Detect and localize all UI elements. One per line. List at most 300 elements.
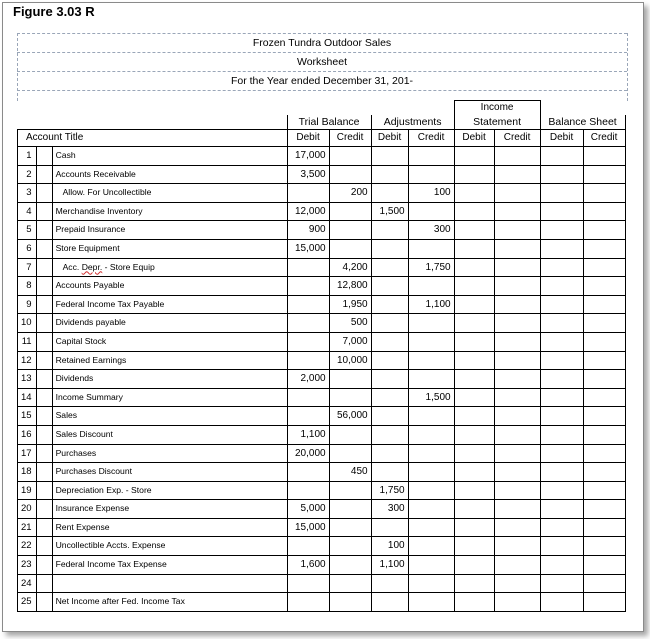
bs-credit-cell [583, 388, 625, 407]
tb-credit-cell: 12,800 [329, 277, 371, 296]
account-title: Acc. Depr. - Store Equip [52, 258, 287, 277]
tb-debit-cell [287, 537, 329, 556]
row-spacer [36, 202, 52, 221]
is-credit-cell [494, 221, 540, 240]
tb-debit-cell [287, 388, 329, 407]
is-debit-header: Debit [454, 130, 494, 147]
tb-credit-cell [329, 425, 371, 444]
is-credit-cell [494, 463, 540, 482]
is-credit-header: Credit [494, 130, 540, 147]
table-row [18, 407, 626, 426]
is-credit-cell [494, 184, 540, 203]
adj-debit-cell [371, 463, 408, 482]
header-row-groups-top [18, 101, 626, 116]
adj-credit-cell [408, 425, 454, 444]
bs-credit-cell [583, 239, 625, 258]
bs-debit-cell [540, 165, 583, 184]
table-row [18, 444, 626, 463]
tb-debit-cell [287, 481, 329, 500]
header-gridline-right [627, 33, 628, 101]
row-spacer [36, 425, 52, 444]
is-debit-cell [454, 314, 494, 333]
is-credit-cell [494, 351, 540, 370]
account-title: Dividends [52, 370, 287, 389]
adj-credit-cell [408, 370, 454, 389]
row-number: 17 [18, 444, 37, 463]
bs-credit-cell [583, 147, 625, 166]
tb-credit-cell [329, 202, 371, 221]
tb-debit-cell: 3,500 [287, 165, 329, 184]
account-title: Accounts Payable [52, 277, 287, 296]
tb-credit-cell: 4,200 [329, 258, 371, 277]
income-statement-header-top: Income [454, 101, 540, 116]
table-row [18, 239, 626, 258]
is-credit-cell [494, 481, 540, 500]
row-spacer [36, 537, 52, 556]
is-debit-cell [454, 407, 494, 426]
is-debit-cell [454, 388, 494, 407]
adj-credit-cell [408, 165, 454, 184]
row-number: 7 [18, 258, 37, 277]
adjustments-header: Adjustments [371, 115, 454, 130]
account-title: Retained Earnings [52, 351, 287, 370]
tb-credit-cell [329, 147, 371, 166]
account-title: Rent Expense [52, 518, 287, 537]
tb-debit-cell: 1,600 [287, 556, 329, 575]
bs-debit-cell [540, 388, 583, 407]
is-debit-cell [454, 277, 494, 296]
row-number: 13 [18, 370, 37, 389]
account-title: Purchases Discount [52, 463, 287, 482]
is-debit-cell [454, 295, 494, 314]
header-row-columns [18, 130, 626, 147]
is-debit-cell [454, 593, 494, 612]
is-credit-cell [494, 202, 540, 221]
bs-debit-cell [540, 351, 583, 370]
table-row [18, 351, 626, 370]
table-row [18, 184, 626, 203]
bs-debit-cell [540, 518, 583, 537]
adj-credit-cell: 1,750 [408, 258, 454, 277]
account-title: Federal Income Tax Payable [52, 295, 287, 314]
row-number: 14 [18, 388, 37, 407]
table-row [18, 537, 626, 556]
tb-credit-cell [329, 574, 371, 593]
row-number: 9 [18, 295, 37, 314]
bs-credit-cell [583, 500, 625, 519]
adj-credit-cell [408, 556, 454, 575]
row-number: 21 [18, 518, 37, 537]
bs-credit-header: Credit [583, 130, 625, 147]
adj-credit-cell: 1,500 [408, 388, 454, 407]
adj-debit-cell [371, 147, 408, 166]
row-spacer [36, 295, 52, 314]
tb-debit-cell: 900 [287, 221, 329, 240]
tb-credit-cell: 1,950 [329, 295, 371, 314]
adj-debit-cell [371, 388, 408, 407]
is-debit-cell [454, 184, 494, 203]
account-title: Depreciation Exp. - Store [52, 481, 287, 500]
bs-credit-cell [583, 370, 625, 389]
bs-debit-cell [540, 593, 583, 612]
is-debit-cell [454, 518, 494, 537]
account-title: Dividends payable [52, 314, 287, 333]
adj-credit-cell [408, 314, 454, 333]
table-row [18, 277, 626, 296]
row-spacer [36, 184, 52, 203]
row-spacer [36, 370, 52, 389]
is-credit-cell [494, 370, 540, 389]
table-row [18, 147, 626, 166]
adj-debit-cell [371, 332, 408, 351]
account-title: Prepaid Insurance [52, 221, 287, 240]
row-spacer [36, 314, 52, 333]
adj-debit-cell [371, 370, 408, 389]
row-spacer [36, 518, 52, 537]
tb-credit-cell [329, 593, 371, 612]
table-row [18, 481, 626, 500]
bs-debit-cell [540, 295, 583, 314]
row-spacer [36, 407, 52, 426]
tb-credit-header: Credit [329, 130, 371, 147]
row-spacer [36, 239, 52, 258]
bs-credit-cell [583, 332, 625, 351]
bs-credit-cell [583, 444, 625, 463]
table-row [18, 518, 626, 537]
tb-credit-cell [329, 518, 371, 537]
adj-debit-cell [371, 425, 408, 444]
is-credit-cell [494, 407, 540, 426]
table-row [18, 593, 626, 612]
table-row [18, 295, 626, 314]
tb-credit-cell [329, 370, 371, 389]
tb-credit-cell: 7,000 [329, 332, 371, 351]
tb-debit-cell: 12,000 [287, 202, 329, 221]
account-title: Net Income after Fed. Income Tax [52, 593, 287, 612]
adj-debit-cell: 1,500 [371, 202, 408, 221]
adj-debit-cell: 300 [371, 500, 408, 519]
adj-credit-cell [408, 537, 454, 556]
bs-debit-cell [540, 481, 583, 500]
account-title: Purchases [52, 444, 287, 463]
worksheet-table [17, 100, 626, 612]
is-credit-cell [494, 593, 540, 612]
adj-debit-cell: 100 [371, 537, 408, 556]
adj-credit-cell [408, 202, 454, 221]
row-number: 2 [18, 165, 37, 184]
bs-debit-cell [540, 239, 583, 258]
tb-credit-cell: 500 [329, 314, 371, 333]
is-credit-cell [494, 444, 540, 463]
adj-debit-cell [371, 314, 408, 333]
bs-debit-cell [540, 221, 583, 240]
bs-credit-cell [583, 221, 625, 240]
row-spacer [36, 258, 52, 277]
account-title: Merchandise Inventory [52, 202, 287, 221]
row-number: 22 [18, 537, 37, 556]
row-number: 4 [18, 202, 37, 221]
tb-debit-cell: 2,000 [287, 370, 329, 389]
is-debit-cell [454, 370, 494, 389]
tb-credit-cell [329, 481, 371, 500]
account-title: Income Summary [52, 388, 287, 407]
is-credit-cell [494, 239, 540, 258]
bs-credit-cell [583, 314, 625, 333]
row-spacer [36, 444, 52, 463]
table-row [18, 463, 626, 482]
row-number: 10 [18, 314, 37, 333]
row-spacer [36, 221, 52, 240]
is-credit-cell [494, 556, 540, 575]
is-credit-cell [494, 425, 540, 444]
adj-debit-cell: 1,100 [371, 556, 408, 575]
tb-credit-cell: 10,000 [329, 351, 371, 370]
bs-credit-cell [583, 202, 625, 221]
adj-credit-cell [408, 481, 454, 500]
table-row [18, 370, 626, 389]
bs-credit-cell [583, 165, 625, 184]
row-spacer [36, 500, 52, 519]
row-spacer [36, 574, 52, 593]
tb-debit-header: Debit [287, 130, 329, 147]
account-title: Cash [52, 147, 287, 166]
adj-credit-cell [408, 277, 454, 296]
bs-debit-cell [540, 184, 583, 203]
bs-credit-cell [583, 537, 625, 556]
bs-debit-cell [540, 537, 583, 556]
row-number: 16 [18, 425, 37, 444]
adj-credit-cell [408, 351, 454, 370]
tb-debit-cell [287, 314, 329, 333]
tb-debit-cell [287, 277, 329, 296]
table-row [18, 500, 626, 519]
row-number: 24 [18, 574, 37, 593]
adj-debit-cell: 1,750 [371, 481, 408, 500]
row-spacer [36, 593, 52, 612]
balance-sheet-header: Balance Sheet [540, 115, 625, 130]
bs-credit-cell [583, 574, 625, 593]
is-credit-cell [494, 258, 540, 277]
bs-debit-cell [540, 407, 583, 426]
bs-debit-cell [540, 277, 583, 296]
bs-debit-cell [540, 574, 583, 593]
tb-debit-cell [287, 184, 329, 203]
bs-credit-cell [583, 518, 625, 537]
adj-debit-cell [371, 574, 408, 593]
row-spacer [36, 463, 52, 482]
row-number: 3 [18, 184, 37, 203]
bs-debit-header: Debit [540, 130, 583, 147]
adj-credit-cell [408, 407, 454, 426]
bs-debit-cell [540, 258, 583, 277]
tb-credit-cell: 450 [329, 463, 371, 482]
adj-debit-cell [371, 518, 408, 537]
adj-credit-cell: 300 [408, 221, 454, 240]
row-spacer [36, 556, 52, 575]
is-debit-cell [454, 351, 494, 370]
tb-debit-cell: 1,100 [287, 425, 329, 444]
adj-debit-cell [371, 351, 408, 370]
adj-credit-cell [408, 574, 454, 593]
account-title-header: Account Title [18, 130, 288, 147]
table-row [18, 258, 626, 277]
table-row [18, 165, 626, 184]
row-spacer [36, 332, 52, 351]
tb-debit-cell: 15,000 [287, 239, 329, 258]
account-title: Accounts Receivable [52, 165, 287, 184]
table-row [18, 388, 626, 407]
tb-debit-cell [287, 593, 329, 612]
is-credit-cell [494, 314, 540, 333]
row-number: 12 [18, 351, 37, 370]
is-debit-cell [454, 574, 494, 593]
adj-debit-cell [371, 295, 408, 314]
tb-debit-cell: 17,000 [287, 147, 329, 166]
adj-credit-cell: 100 [408, 184, 454, 203]
bs-debit-cell [540, 147, 583, 166]
bs-credit-cell [583, 481, 625, 500]
row-number: 11 [18, 332, 37, 351]
adj-credit-cell [408, 332, 454, 351]
tb-debit-cell [287, 332, 329, 351]
account-title: Sales Discount [52, 425, 287, 444]
row-number: 19 [18, 481, 37, 500]
account-title: Capital Stock [52, 332, 287, 351]
bs-debit-cell [540, 202, 583, 221]
row-number: 25 [18, 593, 37, 612]
tb-debit-cell: 20,000 [287, 444, 329, 463]
adj-credit-cell [408, 147, 454, 166]
row-spacer [36, 351, 52, 370]
is-credit-cell [494, 574, 540, 593]
table-row [18, 314, 626, 333]
bs-debit-cell [540, 370, 583, 389]
bs-credit-cell [583, 351, 625, 370]
tb-debit-cell [287, 351, 329, 370]
header-gridline-left [17, 33, 18, 101]
adj-debit-cell [371, 221, 408, 240]
tb-debit-cell [287, 258, 329, 277]
is-debit-cell [454, 425, 494, 444]
adj-debit-cell [371, 593, 408, 612]
bs-debit-cell [540, 444, 583, 463]
bs-debit-cell [540, 314, 583, 333]
bs-debit-cell [540, 463, 583, 482]
is-debit-cell [454, 165, 494, 184]
table-row [18, 202, 626, 221]
is-debit-cell [454, 239, 494, 258]
table-row [18, 425, 626, 444]
account-title: Sales [52, 407, 287, 426]
is-debit-cell [454, 556, 494, 575]
is-debit-cell [454, 147, 494, 166]
row-spacer [36, 388, 52, 407]
adj-credit-cell [408, 463, 454, 482]
is-credit-cell [494, 277, 540, 296]
bs-debit-cell [540, 556, 583, 575]
tb-debit-cell [287, 295, 329, 314]
row-number: 8 [18, 277, 37, 296]
header-row-groups [18, 115, 626, 130]
bs-credit-cell [583, 258, 625, 277]
adj-credit-header: Credit [408, 130, 454, 147]
adj-debit-cell [371, 444, 408, 463]
bs-credit-cell [583, 463, 625, 482]
bs-credit-cell [583, 425, 625, 444]
adj-debit-cell [371, 165, 408, 184]
is-debit-cell [454, 332, 494, 351]
is-debit-cell [454, 500, 494, 519]
tb-debit-cell [287, 463, 329, 482]
is-debit-cell [454, 463, 494, 482]
is-debit-cell [454, 444, 494, 463]
tb-credit-cell [329, 444, 371, 463]
is-credit-cell [494, 332, 540, 351]
account-title: Insurance Expense [52, 500, 287, 519]
bs-debit-cell [540, 500, 583, 519]
adj-debit-cell [371, 184, 408, 203]
is-credit-cell [494, 295, 540, 314]
tb-debit-cell: 5,000 [287, 500, 329, 519]
bs-debit-cell [540, 425, 583, 444]
tb-credit-cell [329, 388, 371, 407]
is-credit-cell [494, 165, 540, 184]
bs-credit-cell [583, 556, 625, 575]
row-number: 20 [18, 500, 37, 519]
adj-debit-cell [371, 407, 408, 426]
bs-credit-cell [583, 277, 625, 296]
worksheet-header [17, 33, 627, 91]
table-row [18, 221, 626, 240]
adj-debit-header: Debit [371, 130, 408, 147]
adj-credit-cell [408, 444, 454, 463]
bs-debit-cell [540, 332, 583, 351]
tb-credit-cell [329, 221, 371, 240]
account-title: Uncollectible Accts. Expense [52, 537, 287, 556]
row-number: 6 [18, 239, 37, 258]
row-number: 15 [18, 407, 37, 426]
adj-credit-cell [408, 239, 454, 258]
figure-title: Figure 3.03 R [13, 4, 95, 19]
tb-debit-cell [287, 407, 329, 426]
tb-debit-cell: 15,000 [287, 518, 329, 537]
adj-credit-cell [408, 593, 454, 612]
tb-credit-cell [329, 556, 371, 575]
is-debit-cell [454, 202, 494, 221]
row-spacer [36, 165, 52, 184]
row-spacer [36, 147, 52, 166]
is-credit-cell [494, 500, 540, 519]
row-spacer [36, 481, 52, 500]
adj-debit-cell [371, 258, 408, 277]
is-credit-cell [494, 518, 540, 537]
tb-credit-cell [329, 500, 371, 519]
adj-credit-cell [408, 500, 454, 519]
is-debit-cell [454, 258, 494, 277]
is-credit-cell [494, 537, 540, 556]
row-spacer [36, 277, 52, 296]
is-debit-cell [454, 481, 494, 500]
is-debit-cell [454, 537, 494, 556]
bs-credit-cell [583, 593, 625, 612]
row-number: 18 [18, 463, 37, 482]
is-credit-cell [494, 147, 540, 166]
account-title: Federal Income Tax Expense [52, 556, 287, 575]
row-number: 5 [18, 221, 37, 240]
adj-credit-cell [408, 518, 454, 537]
account-title: Allow. For Uncollectible [52, 184, 287, 203]
company-name: Frozen Tundra Outdoor Sales [17, 33, 627, 53]
